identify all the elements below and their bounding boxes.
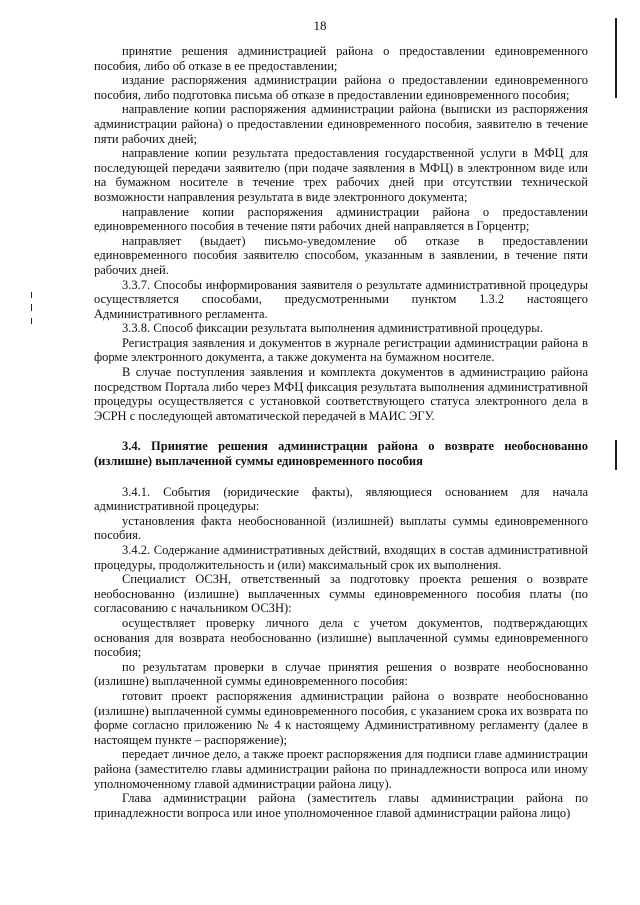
margin-mark bbox=[615, 440, 617, 470]
paragraph: направляет (выдает) письмо-уведомление об отказе в предоставлении единовременного пособия заявителю способом, указанным в заявлении, в течение пяти рабочих дней. bbox=[94, 233, 588, 277]
margin-mark bbox=[31, 318, 32, 324]
margin-mark bbox=[31, 304, 32, 311]
paragraph: Регистрация заявления и документов в журнале регистрации администрации района в форме электронного документа, а также документа на бумажном носителе. bbox=[94, 335, 588, 365]
paragraph: направление копии распоряжения администрации района о предоставлении единовременного пособия в течение пяти рабочих дней направляется в Горцентр; bbox=[94, 204, 588, 234]
paragraph: готовит проект распоряжения администрации района о возврате необоснованно (излишне) выплаченной суммы единовременного пособия, с указанием срока их возврата по форме согласно приложению № 4 к настоящему Административному регламенту (далее в настоящем пункте – распоряжение); bbox=[94, 688, 588, 747]
paragraph: по результатам проверки в случае принятия решения о возврате необоснованно (излишне) выплаченной суммы единовременного пособия: bbox=[94, 659, 588, 689]
paragraph: осуществляет проверку личного дела с учетом документов, подтверждающих основания для возврата необоснованно (излишне) выплаченной суммы единовременного пособия; bbox=[94, 615, 588, 660]
paragraph: установления факта необоснованной (излишней) выплаты суммы единовременного пособия. bbox=[94, 513, 588, 543]
paragraph: Специалист ОСЗН, ответственный за подготовку проекта решения о возврате необоснованно (излишне) выплаченных суммы единовременного пособия платы (по согласованию с начальником ОСЗН): bbox=[94, 572, 588, 616]
section-heading: 3.4. Принятие решения администрации района о возврате необоснованно (излишне) выплаченной суммы единовременного пособия bbox=[94, 439, 588, 469]
paragraph: 3.3.8. Способ фиксации результата выполнения административной процедуры. bbox=[122, 321, 543, 336]
page-number: 18 bbox=[313, 18, 327, 33]
paragraph: Глава администрации района (заместитель главы администрации района по принадлежности вопроса или иное уполномоченное главой администрации района лицо) bbox=[94, 791, 588, 820]
paragraph: В случае поступления заявления и комплекта документов в администрацию района посредством Портала либо через МФЦ фиксация результата выполнения административной процедуры осуществляется с установкой соответствующего статуса электронного дела в ЭСРН с последующей автоматической передачей в МАИС ЭГУ. bbox=[94, 365, 588, 423]
margin-mark bbox=[31, 292, 32, 298]
paragraph: 3.3.7. Способы информирования заявителя о результате административной процедуры осуществляется способами, предусмотренными пунктом 1.3.2 настоящего Административного регламента. bbox=[94, 277, 588, 321]
paragraph: направление копии распоряжения администрации района (выписки из распоряжения администрации района) о предоставлении единовременного пособия, заявителю в течение пяти рабочих дней; bbox=[94, 102, 588, 146]
paragraph: издание распоряжения администрации района о предоставлении единовременного пособия, либо подготовка письма об отказе в предоставлении единовременного пособия; bbox=[94, 73, 588, 102]
paragraph: принятие решения администрацией района о предоставлении единовременного пособия, либо об отказе в ее предоставлении; bbox=[94, 44, 588, 73]
margin-mark bbox=[615, 18, 617, 98]
paragraph: передает личное дело, а также проект распоряжения для подписи главе администрации района (заместителю главы администрации района по принадлежности вопроса или иному уполномоченному главой администрации района лицу). bbox=[94, 747, 588, 791]
document-body bbox=[94, 44, 588, 820]
paragraph: 3.4.1. События (юридические факты), являющиеся основанием для начала административной процедуры: bbox=[94, 484, 588, 514]
paragraph: 3.4.2. Содержание административных действий, входящих в состав административной процедуры, продолжительность и (или) максимальный срок их выполнения. bbox=[94, 543, 588, 572]
paragraph: направление копии результата предоставления государственной услуги в МФЦ для последующей передачи заявителю (при подаче заявления в МФЦ) в электронном виде или на бумажном носителе в течение трех рабочих дней при отсутствии технической возможности направления результата в виде электронного документа; bbox=[94, 146, 588, 204]
